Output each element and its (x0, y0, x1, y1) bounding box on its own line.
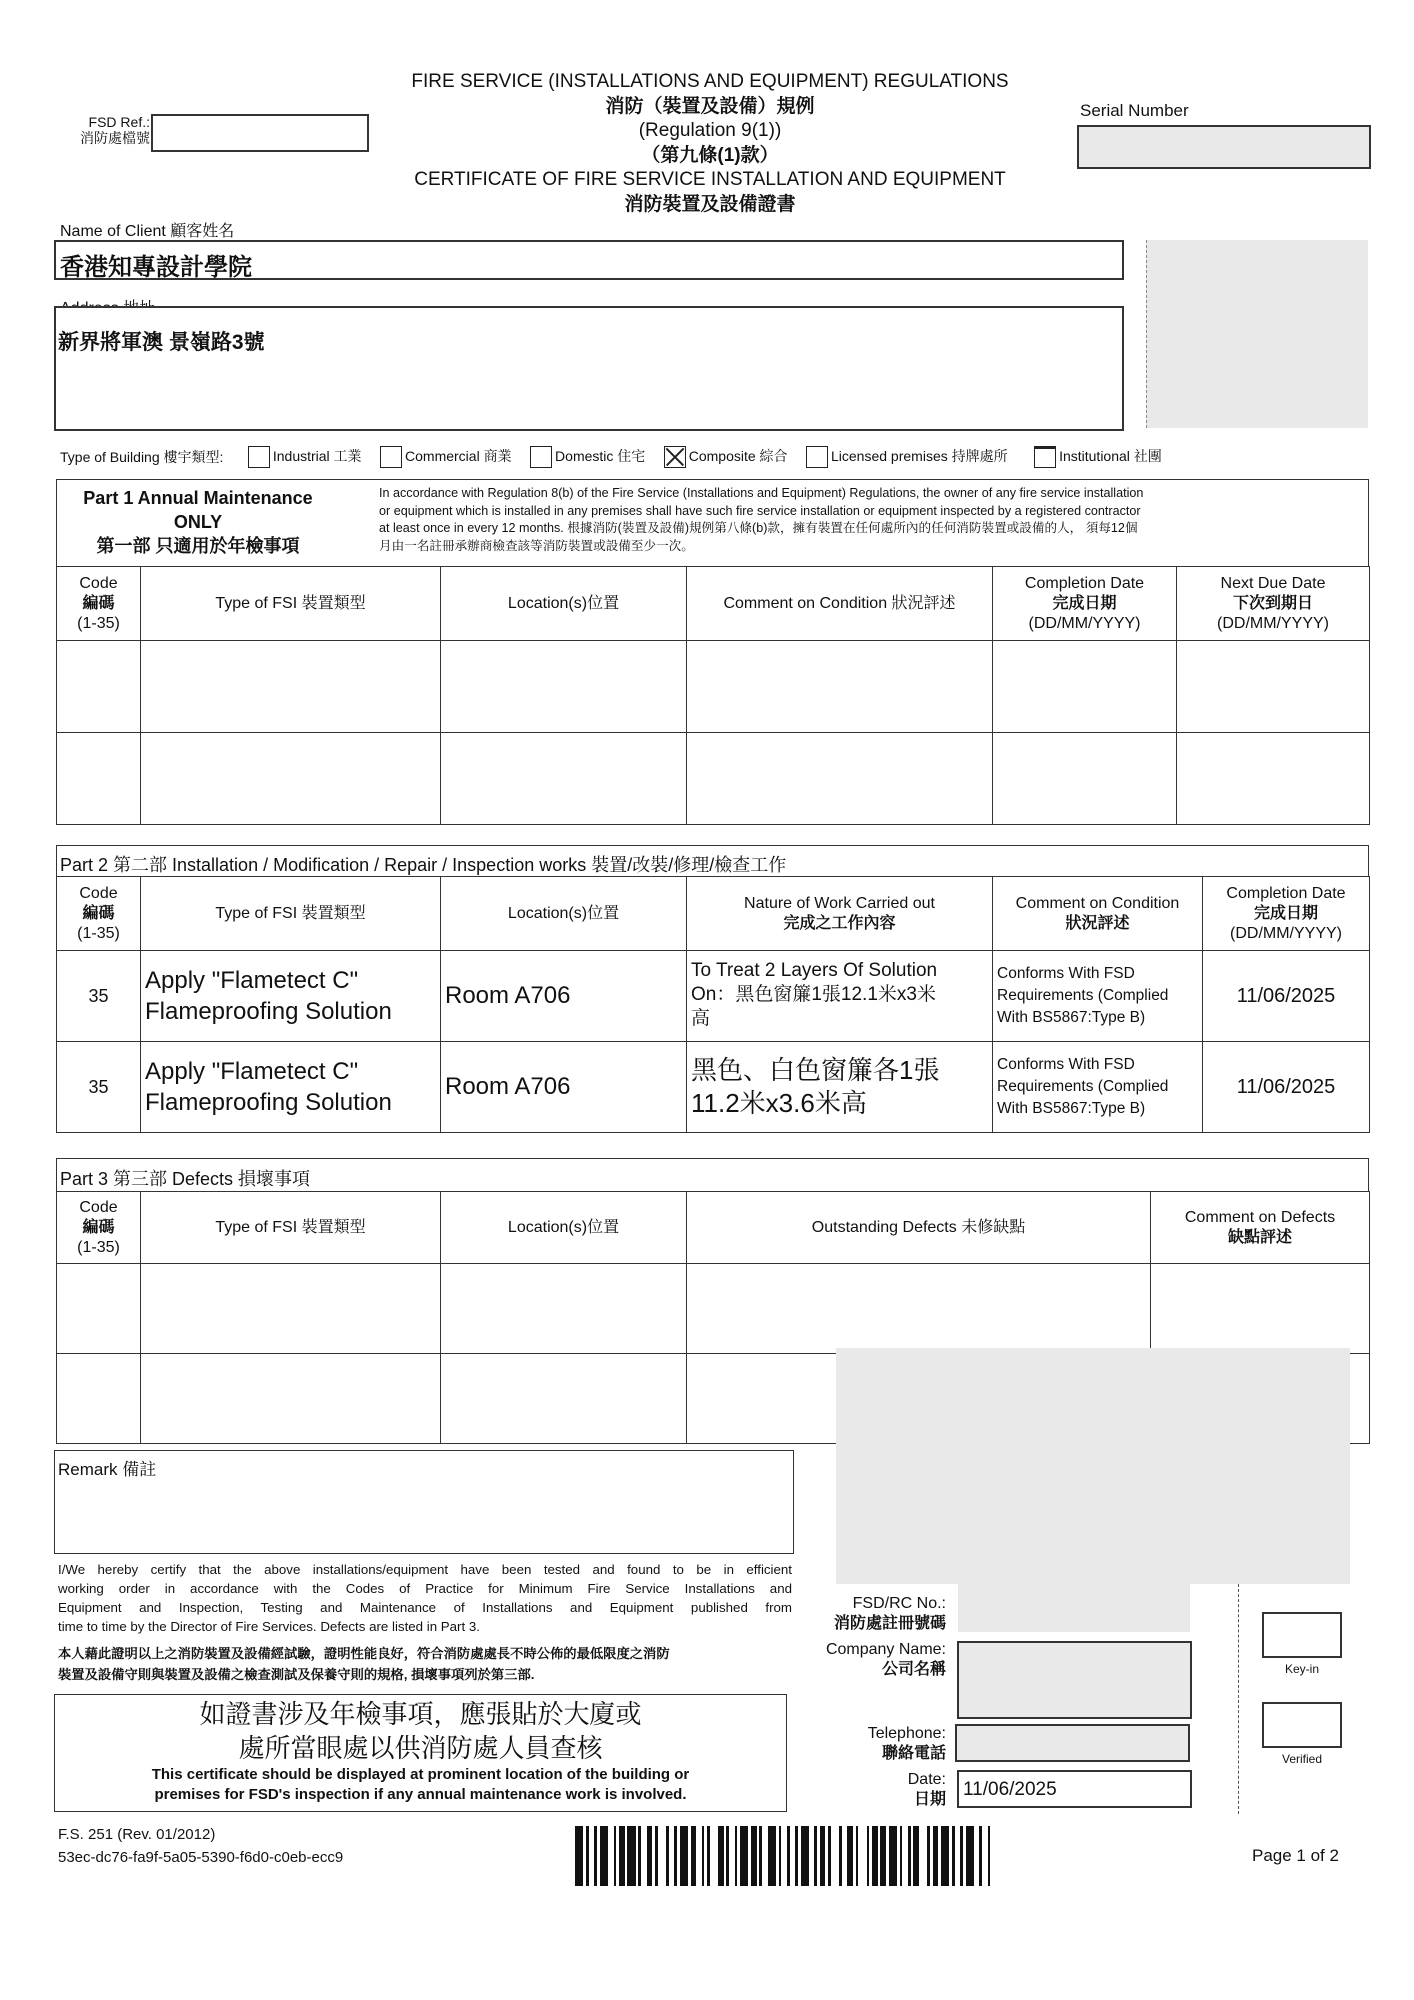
cell[interactable] (141, 1264, 441, 1354)
col-code: Code 編碼 (1-35) (57, 567, 141, 641)
col-code: Code 編碼 (1-35) (57, 877, 141, 951)
title-line: 消防裝置及設備證書 (624, 193, 796, 215)
remark-field[interactable] (54, 1450, 794, 1554)
col-code: Code 編碼 (1-35) (57, 1192, 141, 1264)
col-type: Type of FSI 裝置類型 (141, 877, 441, 951)
building-type-licensed-premises[interactable]: Licensed premises 持牌處所 (806, 446, 1008, 468)
form-number: F.S. 251 (Rev. 01/2012) (58, 1826, 216, 1843)
checkbox-icon[interactable] (1034, 446, 1056, 468)
cell[interactable] (57, 1354, 141, 1444)
barcode-bar (680, 1826, 688, 1886)
cell[interactable] (141, 733, 441, 825)
title-line: FIRE SERVICE (INSTALLATIONS AND EQUIPMENT) REGULATIONS (411, 71, 1009, 92)
barcode-gap (919, 1826, 927, 1886)
part2-title: Part 2 第二部 Installation / Modification / Repair / Inspection works 裝置/改裝/修理/檢查工作 (60, 855, 787, 875)
barcode-bar (600, 1826, 608, 1886)
barcode-gap (658, 1826, 666, 1886)
date-label: Date: 日期 (907, 1771, 946, 1808)
title-line: （第九條(1)款） (641, 144, 779, 166)
table-row (57, 733, 1370, 825)
barcode-gap (990, 1826, 993, 1886)
col-location: Location(s)位置 (441, 877, 687, 951)
building-type-domestic[interactable]: Domestic 住宅 (530, 446, 645, 468)
col-comment: Comment on Condition 狀況評述 (687, 567, 993, 641)
cell[interactable] (1177, 733, 1370, 825)
barcode-bar (889, 1826, 897, 1886)
checkbox-checked-icon[interactable] (664, 446, 686, 468)
col-next-due-date: Next Due Date 下次到期日 (DD/MM/YYYY) (1177, 567, 1370, 641)
table-row (57, 641, 1370, 733)
barcode-gap (858, 1826, 866, 1886)
cell-comment[interactable]: Conforms With FSD Requirements (Complied With BS5867:Type B) (993, 951, 1203, 1042)
part2-header (56, 845, 1369, 877)
cell-comment[interactable]: Conforms With FSD Requirements (Complied With BS5867:Type B) (993, 1042, 1203, 1133)
checkbox-icon[interactable] (380, 446, 402, 468)
cell[interactable] (141, 641, 441, 733)
col-type: Type of FSI 裝置類型 (141, 1192, 441, 1264)
barcode-bar (740, 1826, 748, 1886)
certification-en: I/We hereby certify that the above installations/equipment have been tested and found to be in efficient working order in accordance with the Codes of Practice for Minimum Fire Service Installations and Equipment and Inspection, Testing and Maintenance of Installations and Equipment published from time to time by the Director of Fire Services. Defects are listed in Part 3. (58, 1562, 792, 1634)
barcode-gap (831, 1826, 839, 1886)
building-type-label: Type of Building 樓宇類型: (60, 449, 224, 466)
keyin-box[interactable] (1262, 1612, 1342, 1658)
company-name-field[interactable] (957, 1641, 1192, 1719)
cell[interactable] (441, 733, 687, 825)
address-field[interactable] (54, 306, 1124, 431)
cell-nature-of-work[interactable]: 黑色、白色窗簾各1張 11.2米x3.6米高 (687, 1042, 993, 1133)
barcode-icon (575, 1826, 993, 1886)
page-number: Page 1 of 2 (1252, 1846, 1339, 1865)
part3-header (56, 1158, 1369, 1192)
verified-label: Verified (1281, 1752, 1323, 1766)
cell-type[interactable]: Apply "Flametect C" Flameproofing Solution (141, 951, 441, 1042)
checkbox-icon[interactable] (530, 446, 552, 468)
client-name-field[interactable] (54, 240, 1124, 280)
cell[interactable] (993, 641, 1177, 733)
checkbox-icon[interactable] (248, 446, 270, 468)
date-field[interactable] (957, 1770, 1192, 1808)
part2-header-row (57, 877, 1370, 951)
serial-number-label: Serial Number (1080, 101, 1189, 120)
keyin-label: Key-in (1284, 1662, 1319, 1676)
certification-zh: 本人藉此證明以上之消防裝置及設備經試驗，證明性能良好，符合消防處處長不時公佈的最低限度之消防 裝置及設備守則與裝置及設備之檢查測試及保養守則的規格, 損壞事項列於第三部. (58, 1646, 670, 1682)
col-nature-of-work: Nature of Work Carried out 完成之工作內容 (687, 877, 993, 951)
col-type: Type of FSI 裝置類型 (141, 567, 441, 641)
date-value: 11/06/2025 (963, 1779, 1057, 1800)
part1-title: Part 1 Annual Maintenance ONLY 第一部 只適用於年檢事項 (83, 488, 313, 556)
cell-completion-date[interactable]: 11/06/2025 (1203, 1042, 1370, 1133)
client-name-value: 香港知專設計學院 (60, 254, 252, 281)
part1-notice: In accordance with Regulation 8(b) of the Fire Service (Installations and Equipment) Regulations, the owner of any fire service installation or equipment which is installed in any premises shall have such fire service installation or equipment inspected by a registered contractor at least once in every 12 months. 根據消防(裝置及設備)規例第八條(b)款，擁有裝置在任何處所內的任何消防裝置或設備的人， 須每12個 月由一名註冊承辦商檢查該等消防裝置或設備至少一次。 (379, 486, 1144, 553)
cell[interactable] (141, 1354, 441, 1444)
building-type-commercial[interactable]: Commercial 商業 (380, 446, 512, 468)
col-completion-date: Completion Date 完成日期 (DD/MM/YYYY) (1203, 877, 1370, 951)
col-location: Location(s)位置 (441, 567, 687, 641)
fsd-ref-label: FSD Ref.: 消防處檔號 (80, 114, 150, 146)
cell-code[interactable]: 35 (57, 951, 141, 1042)
barcode-bar (627, 1826, 635, 1886)
cell[interactable] (1177, 641, 1370, 733)
barcode-bar (941, 1826, 949, 1886)
part3-header-row (57, 1192, 1370, 1264)
building-type-composite[interactable]: Composite 綜合 (664, 446, 788, 468)
part1-header (56, 479, 1369, 567)
checkbox-icon[interactable] (806, 446, 828, 468)
cell[interactable] (1151, 1264, 1370, 1354)
cell-nature-of-work[interactable]: To Treat 2 Layers Of Solution On：黑色窗簾1張12.1米x3米 高 (687, 951, 993, 1042)
building-type-industrial[interactable]: Industrial 工業 (248, 446, 362, 468)
building-type-institutional[interactable]: Institutional 社團 (1034, 446, 1162, 468)
redacted-photo-area (1146, 240, 1368, 428)
part1-table (56, 566, 1370, 825)
cell-completion-date[interactable]: 11/06/2025 (1203, 951, 1370, 1042)
cell[interactable] (57, 1264, 141, 1354)
cell[interactable] (57, 641, 141, 733)
cell[interactable] (441, 1354, 687, 1444)
part1-header-row (57, 567, 1370, 641)
fsd-ref-field[interactable] (151, 114, 369, 152)
document-id: 53ec-dc76-fa9f-5a05-5390-f6d0-c0eb-ecc9 (58, 1849, 344, 1866)
col-completion-date: Completion Date 完成日期 (DD/MM/YYYY) (993, 567, 1177, 641)
client-name-label: Name of Client 顧客姓名 (60, 223, 235, 240)
part3-title: Part 3 第三部 Defects 損壞事項 (60, 1169, 311, 1189)
table-row (57, 1264, 1370, 1354)
title-line: (Regulation 9(1)) (638, 120, 782, 141)
cell[interactable] (441, 1264, 687, 1354)
col-location: Location(s)位置 (441, 1192, 687, 1264)
cell-code[interactable]: 35 (57, 1042, 141, 1133)
telephone-label: Telephone: 聯絡電話 (867, 1725, 946, 1762)
cell[interactable] (687, 641, 993, 733)
verified-box[interactable] (1262, 1702, 1342, 1748)
cell[interactable] (993, 733, 1177, 825)
serial-number-field[interactable] (1077, 125, 1371, 169)
cell-location[interactable]: Room A706 (441, 951, 687, 1042)
col-comment-on-defects: Comment on Defects 缺點評述 (1151, 1192, 1370, 1264)
title-line: CERTIFICATE OF FIRE SERVICE INSTALLATION AND EQUIPMENT (414, 169, 1006, 190)
redacted-stamp-area (836, 1348, 1350, 1584)
barcode-bar (768, 1826, 776, 1886)
cell[interactable] (687, 1264, 1151, 1354)
title-line: 消防（裝置及設備）規例 (605, 95, 815, 117)
barcode-bar (575, 1826, 583, 1886)
display-notice: 如證書涉及年檢事項，應張貼於大廈或 處所當眼處以供消防處人員查核 This certificate should be displayed at prominent location of the building or premises for FSD's inspection if any annual maintenance work is involved. (54, 1694, 787, 1812)
barcode-bar (801, 1826, 809, 1886)
form-title (360, 70, 1060, 217)
telephone-field[interactable] (955, 1724, 1190, 1762)
company-name-label: Company Name: 公司名稱 (825, 1641, 946, 1678)
cell-type[interactable]: Apply "Flametect C" Flameproofing Solution (141, 1042, 441, 1133)
barcode-gap (710, 1826, 718, 1886)
remark-label: Remark 備註 (58, 1460, 157, 1479)
cell[interactable] (441, 641, 687, 733)
col-outstanding-defects: Outstanding Defects 未修缺點 (687, 1192, 1151, 1264)
rc-no-label: FSD/RC No.: 消防處註冊號碼 (833, 1595, 946, 1632)
rc-no-field[interactable] (958, 1584, 1190, 1632)
cell-location[interactable]: Room A706 (441, 1042, 687, 1133)
table-row (57, 951, 1370, 1042)
building-type-row (60, 446, 1370, 468)
office-use-divider (1238, 1584, 1239, 1814)
table-row (57, 1042, 1370, 1133)
col-comment: Comment on Condition 狀況評述 (993, 877, 1203, 951)
cell[interactable] (687, 733, 993, 825)
part2-table (56, 876, 1370, 1133)
cell[interactable] (57, 733, 141, 825)
barcode-bar (966, 1826, 974, 1886)
address-value: 新界將軍澳 景嶺路3號 (58, 331, 265, 354)
